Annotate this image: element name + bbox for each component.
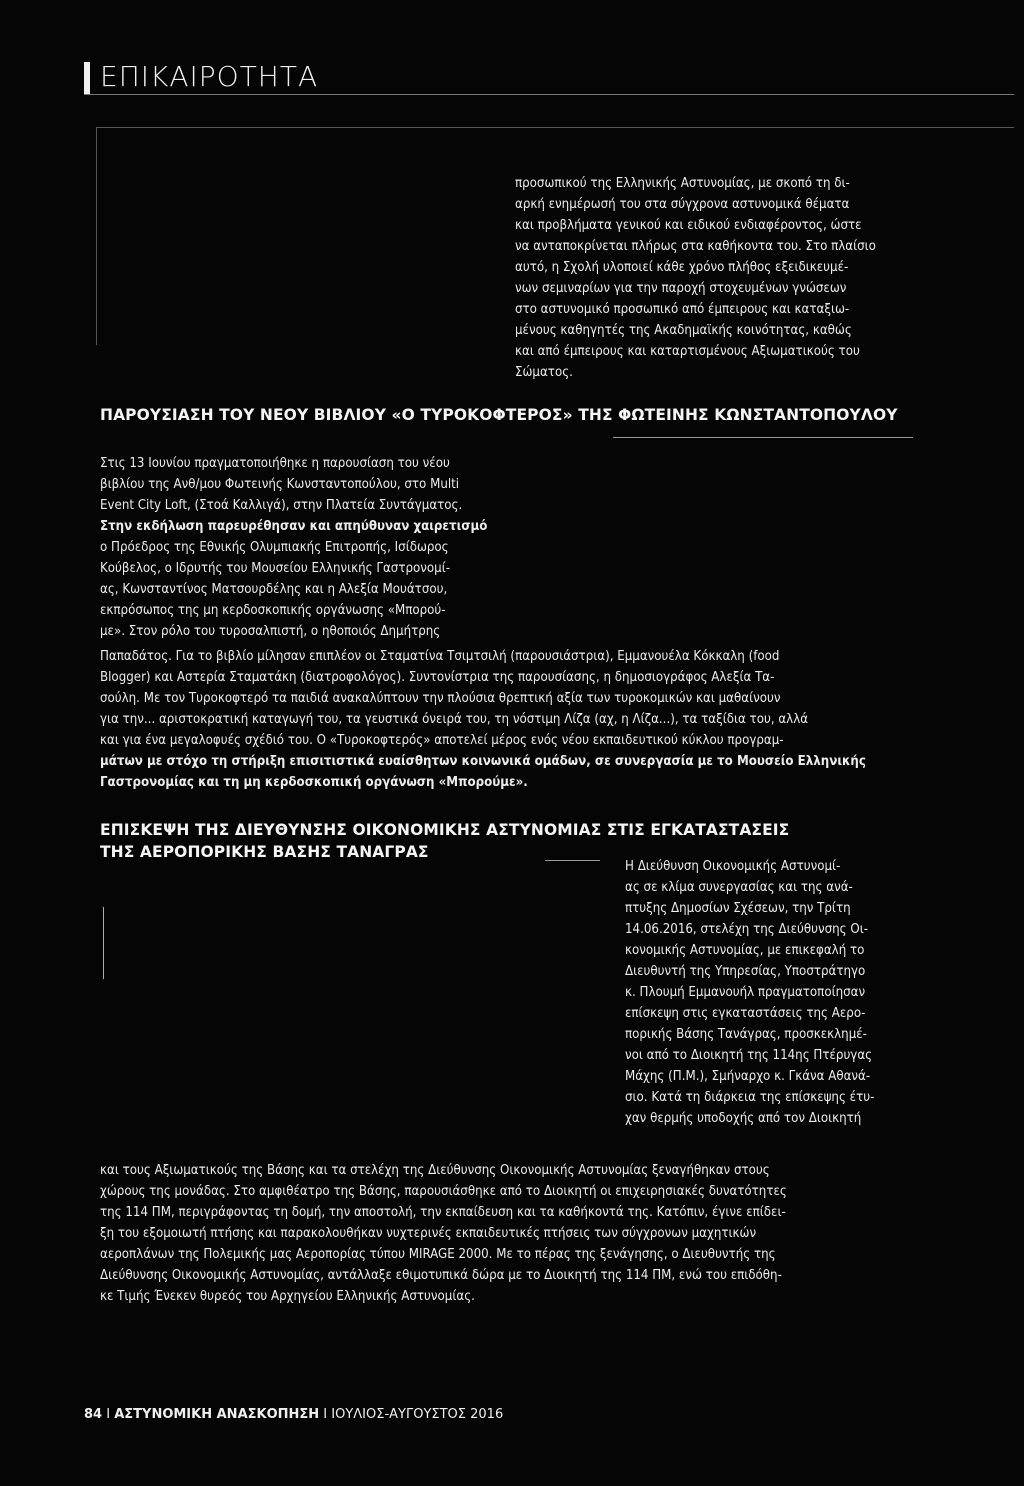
text-line: Η Διεύθυνση Οικονομικής Αστυνομί- [625, 859, 841, 874]
page-footer [84, 1407, 503, 1422]
footer-separator: I [323, 1407, 328, 1422]
publication-name: ΑΣΤΥΝΟΜΙΚΗ ΑΝΑΣΚΟΠΗΣΗ [114, 1407, 320, 1422]
text-line: Σώματος. [515, 365, 573, 380]
article2-column [625, 856, 925, 1129]
text-line: και για ένα μεγαλοφυές σχέδιό του. Ο «Τυροκοφτερός» αποτελεί μέρος ενός νέου εκπαιδευτικού κύκλου προγραμ- [100, 733, 784, 748]
section-title: ΕΠΙΚΑΙΡΟΤΗΤΑ [100, 60, 319, 93]
text-line: χώρους της μονάδας. Στο αμφιθέατρο της Βάσης, παρουσιάσθηκε από το Διοικητή οι επιχειρησιακές δυνατότητες [100, 1184, 787, 1199]
frame-top-rule [96, 127, 1014, 128]
text-line: κ. Πλουμή Εμμανουήλ πραγματοποίησαν [625, 985, 866, 1000]
heading-line: ΕΠΙΣΚΕΨΗ ΤΗΣ ΔΙΕΥΘΥΝΣΗΣ ΟΙΚΟΝΟΜΙΚΗΣ ΑΣΤΥΝΟΜΙΑΣ ΣΤΙΣ ΕΓΚΑΤΑΣΤΑΣΕΙΣ [100, 821, 790, 839]
text-line: σούλη. Με τον Τυροκοφτερό τα παιδιά ανακαλύπτουν την πλούσια θρεπτική αξία των τυροκομικών και μαθαίνουν [100, 691, 781, 706]
text-line: νοι από το Διοικητή της 114ης Πτέρυγας [625, 1048, 873, 1063]
article2-body [100, 1160, 940, 1307]
text-line: νων σεμιναρίων για την παροχή στοχευμένων γνώσεων [515, 281, 847, 296]
text-line: εκπρόσωπος της μη κερδοσκοπικής οργάνωσης «Μπορού- [100, 603, 446, 618]
text-line: βιβλίου της Ανθ/μου Φωτεινής Κωνσταντοπούλου, στο Multi [100, 477, 460, 492]
text-line: κονομικής Αστυνομίας, με επικεφαλή το [625, 943, 865, 958]
article1-column [100, 453, 540, 642]
article2-heading-rule [545, 860, 600, 861]
text-line: της 114 ΠΜ, περιγράφοντας τη δομή, την αποστολή, την εκπαίδευση και τα καθήκοντά της. Κατόπιν, έγινε επίδει- [100, 1205, 786, 1220]
text-line: και προβλήματα γενικού και ειδικού ενδιαφέροντος, ώστε [515, 218, 862, 233]
text-line: χαν θερμής υποδοχής από τον Διοικητή [625, 1111, 862, 1126]
text-line: μάτων με στόχο τη στήριξη επισιτιστικά ευαίσθητων κοινωνικά ομάδων, σε συνεργασία με το Μουσείο Ελληνικής [100, 754, 866, 769]
text-line: πορικής Βάσης Τανάγρας, προσκεκλημέ- [625, 1027, 867, 1042]
text-line: κε Τιμής Ένεκεν θυρεός του Αρχηγείου Ελληνικής Αστυνομίας. [100, 1289, 475, 1304]
text-line: στο αστυνομικό προσωπικό από έμπειρους και καταξιω- [515, 302, 850, 317]
intro-column [515, 173, 940, 383]
text-line: αυτό, η Σχολή υλοποιεί κάθε χρόνο πλήθος εξειδικευμέ- [515, 260, 849, 275]
text-line: Παπαδάτος. Για το βιβλίο μίλησαν επιπλέον οι Σταματίνα Τσιμτσιλή (παρουσιάστρια), Εμμανουέλα Κόκκαλη (food [100, 649, 780, 664]
article1-body [100, 646, 940, 793]
text-line: Διευθυντή της Υπηρεσίας, Υποστράτηγο [625, 964, 866, 979]
page-number: 84 [84, 1407, 103, 1422]
text-line: Μάχης (Π.Μ.), Σμήναρχο κ. Γκάνα Αθανά- [625, 1069, 871, 1084]
text-line: επίσκεψη στις εγκαταστάσεις της Αερο- [625, 1006, 866, 1021]
footer-separator: I [106, 1407, 111, 1422]
text-line: πτυξης Δημοσίων Σχέσεων, την Τρίτη [625, 901, 851, 916]
text-line: ο Πρόεδρος της Εθνικής Ολυμπιακής Επιτροπής, Ισίδωρος [100, 540, 449, 555]
text-line: Blogger) και Αστερία Σταματάκη (διατροφολόγος). Συντονίστρια της παρουσίασης, η δημοσιογράφος Αλεξία Τα- [100, 670, 775, 685]
text-line: 14.06.2016, στελέχη της Διεύθυνσης Οι- [625, 922, 869, 937]
text-line: προσωπικού της Ελληνικής Αστυνομίας, με σκοπό τη δι- [515, 176, 850, 191]
text-line: Event City Loft, (Στοά Καλλιγά), στην Πλατεία Συντάγματος. [100, 498, 463, 513]
text-line: Στην εκδήλωση παρευρέθησαν και απηύθυναν χαιρετισμό [100, 519, 488, 534]
photo-placeholder-rule [103, 907, 104, 979]
text-line: Διεύθυνσης Οικονομικής Αστυνομίας, αντάλλαξε εθιμοτυπικά δώρα με το Διοικητή της 114 ΠΜ, ενώ του επιδόθη- [100, 1268, 782, 1283]
article1-heading-rule [613, 437, 913, 438]
text-line: ξη του εξομοιωτή πτήσης και παρακολουθήκαν νυχτερινές εκπαιδευτικές πτήσεις των σύγχρονων μαχητικών [100, 1226, 757, 1241]
section-marker-bar [84, 62, 90, 94]
text-line: για την... αριστοκρατική καταγωγή του, τα γευστικά όνειρά του, τη νόστιμη Λίζα (αχ, η Λίζα...), τα ταξίδια του, αλλά [100, 712, 809, 727]
header-rule [84, 94, 1014, 95]
text-line: ας, Κωνσταντίνος Ματσουρδέλης και η Αλεξία Μουάτσου, [100, 582, 448, 597]
text-line: Στις 13 Ιουνίου πραγματοποιήθηκε η παρουσίαση του νέου [100, 456, 450, 471]
text-line: με». Στον ρόλο του τυροσαλπιστή, ο ηθοποιός Δημήτρης [100, 624, 441, 639]
text-line: σιο. Κατά τη διάρκεια της επίσκεψης έτυ- [625, 1090, 875, 1105]
article1-heading: ΠΑΡΟΥΣΙΑΣΗ ΤΟΥ ΝΕΟΥ ΒΙΒΛΙΟΥ «Ο ΤΥΡΟΚΟΦΤΕΡΟΣ» ΤΗΣ ΦΩΤΕΙΝΗΣ ΚΩΝΣΤΑΝΤΟΠΟΥΛΟΥ [100, 406, 898, 424]
text-line: και τους Αξιωματικούς της Βάσης και τα στελέχη της Διεύθυνσης Οικονομικής Αστυνομίας ξεναγήθηκαν στους [100, 1163, 770, 1178]
text-line: αεροπλάνων της Πολεμικής μας Αεροπορίας τύπου MIRAGE 2000. Με το πέρας της ξενάγησης, ο Διευθυντής της [100, 1247, 776, 1262]
text-line: Γαστρονομίας και τη μη κερδοσκοπική οργάνωση «Μπορούμε». [100, 775, 528, 790]
text-line: αρκή ενημέρωσή του στα σύγχρονα αστυνομικά θέματα [515, 197, 850, 212]
heading-line: ΤΗΣ ΑΕΡΟΠΟΡΙΚΗΣ ΒΑΣΗΣ ΤΑΝΑΓΡΑΣ [100, 843, 429, 861]
frame-left-rule [96, 127, 97, 345]
text-line: ας σε κλίμα συνεργασίας και της ανά- [625, 880, 853, 895]
issue-date: ΙΟΥΛΙΟΣ-ΑΥΓΟΥΣΤΟΣ 2016 [331, 1407, 504, 1422]
text-line: μένους καθηγητές της Ακαδημαϊκής κοινότητας, καθώς [515, 323, 852, 338]
text-line: Κούβελος, ο Ιδρυτής του Μουσείου Ελληνικής Γαστρονομί- [100, 561, 450, 576]
text-line: να ανταποκρίνεται πλήρως στα καθήκοντα του. Στο πλαίσιο [515, 239, 876, 254]
text-line: και από έμπειρους και καταρτισμένους Αξιωματικούς του [515, 344, 860, 359]
